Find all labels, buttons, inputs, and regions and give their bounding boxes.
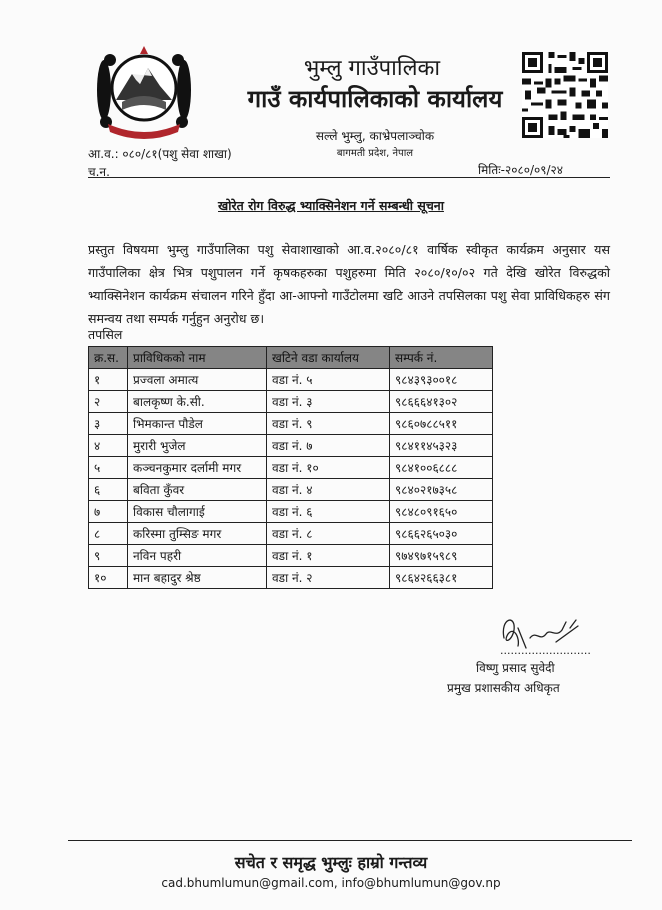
signer-name: विष्णु प्रसाद सुवेदी: [476, 661, 555, 675]
serial-cell: ५: [89, 457, 128, 479]
letter-date: मितिः-२०८०/०९/२४: [478, 163, 563, 177]
office-address: सल्ले भुम्लु, काभ्रेपलाञ्चोक: [315, 129, 435, 143]
technician-table: [88, 346, 493, 589]
notice-title: [0, 197, 662, 214]
qr-code-icon: [522, 52, 608, 138]
name-cell: बविता कुँवर: [128, 479, 267, 501]
name-cell: बालकृष्ण के.सी.: [128, 391, 267, 413]
dispatch-number-label: च.न.: [88, 165, 110, 179]
contact-cell: ९८४८०९१६५०: [390, 501, 493, 523]
signature-line: ..........................: [500, 644, 591, 657]
table-row: [89, 457, 493, 479]
contact-cell: ९८४०२१७३५८: [390, 479, 493, 501]
ward-cell: वडा नं. २: [267, 567, 390, 589]
serial-cell: ४: [89, 435, 128, 457]
serial-cell: ९: [89, 545, 128, 567]
table-row: [89, 435, 493, 457]
details-label: तपसिल: [88, 327, 123, 342]
contact-cell: ९८६०७८८५११: [390, 413, 493, 435]
office-province: बागमती प्रदेश, नेपाल: [336, 148, 414, 159]
ward-cell: वडा नं. ७: [267, 435, 390, 457]
table-row: [89, 391, 493, 413]
table-row: [89, 369, 493, 391]
table-row: [89, 545, 493, 567]
name-cell: विकास चौलागाई: [128, 501, 267, 523]
contact-cell: ९८४३९३००१८: [390, 369, 493, 391]
ward-cell: वडा नं. १: [267, 545, 390, 567]
footer-divider: [68, 840, 632, 841]
name-cell: भिमकान्त पौडेल: [128, 413, 267, 435]
name-cell: मुरारी भुजेल: [128, 435, 267, 457]
notice-body: प्रस्तुत विषयमा भुम्लु गाउँपालिका पशु सेवाशाखाको आ.व.२०८०/८१ वार्षिक स्वीकृत कार्यक्रम अनुसार यस गाउँपालिका क्षेत्र भित्र पशुपालन गर्ने कृषकहरुका पशुहरुमा मिति २०८०/१०/०२ गते देखि खोरेत विरुद्धको भ्याक्सिनेशन कार्यक्रम संचालन गरिने हुँदा आ-आफ्नो गाउँटोलमा खटि आउने तपसिलका पशु सेवा प्राविधिकहरु संग समन्वय तथा सम्पर्क गर्नुहुन अनुरोध छ।: [88, 242, 610, 326]
contact-cell: ९८४११४५३२३: [390, 435, 493, 457]
ward-cell: वडा नं. ३: [267, 391, 390, 413]
column-header: खटिने वडा कार्यालय: [267, 347, 390, 369]
office-title: गाउँ कार्यपालिकाको कार्यालय: [247, 85, 503, 113]
footer-emails: cad.bhumlumun@gmail.com, info@bhumlumun@gov.np: [161, 876, 501, 890]
name-cell: प्रज्वला अमात्य: [128, 369, 267, 391]
table-row: [89, 479, 493, 501]
serial-cell: ८: [89, 523, 128, 545]
contact-cell: ९७४९७१५९८९: [390, 545, 493, 567]
footer-motto: सचेत र समृद्ध भुम्लुः हाम्रो गन्तव्य: [234, 853, 428, 872]
reference-number: आ.व.: ०८०/८१(पशु सेवा शाखा): [88, 147, 232, 161]
ward-cell: वडा नं. ६: [267, 501, 390, 523]
ward-cell: वडा नं. ५: [267, 369, 390, 391]
serial-cell: २: [89, 391, 128, 413]
serial-cell: १: [89, 369, 128, 391]
column-header: प्राविधिकको नाम: [128, 347, 267, 369]
name-cell: मान बहादुर श्रेष्ठ: [128, 567, 267, 589]
contact-cell: ९८६६६४१३०२: [390, 391, 493, 413]
serial-cell: ७: [89, 501, 128, 523]
table-row: [89, 413, 493, 435]
ward-cell: वडा नं. १०: [267, 457, 390, 479]
contact-cell: ९८६६२६५०३०: [390, 523, 493, 545]
name-cell: कञ्चनकुमार दर्लामी मगर: [128, 457, 267, 479]
serial-cell: १०: [89, 567, 128, 589]
serial-cell: ६: [89, 479, 128, 501]
office-name: भुम्लु गाउँपालिका: [303, 56, 441, 81]
column-header: सम्पर्क नं.: [390, 347, 493, 369]
name-cell: नविन पहरी: [128, 545, 267, 567]
table-row: [89, 523, 493, 545]
ward-cell: वडा नं. ४: [267, 479, 390, 501]
table-row: [89, 501, 493, 523]
header-divider: [88, 177, 610, 178]
table-header-row: [89, 347, 493, 369]
name-cell: करिस्मा तुम्सिङ मगर: [128, 523, 267, 545]
ward-cell: वडा नं. ९: [267, 413, 390, 435]
contact-cell: ९८४१००६८८८: [390, 457, 493, 479]
column-header: क्र.स.: [89, 347, 128, 369]
nepal-emblem-icon: [88, 40, 200, 140]
table-row: [89, 567, 493, 589]
signer-title: प्रमुख प्रशासकीय अधिकृत: [447, 681, 560, 695]
contact-cell: ९८६४२६६३८१: [390, 567, 493, 589]
ward-cell: वडा नं. ८: [267, 523, 390, 545]
notice-title-text: खोरेत रोग विरुद्ध भ्याक्सिनेशन गर्ने सम्बन्धी सूचना: [218, 198, 444, 213]
serial-cell: ३: [89, 413, 128, 435]
